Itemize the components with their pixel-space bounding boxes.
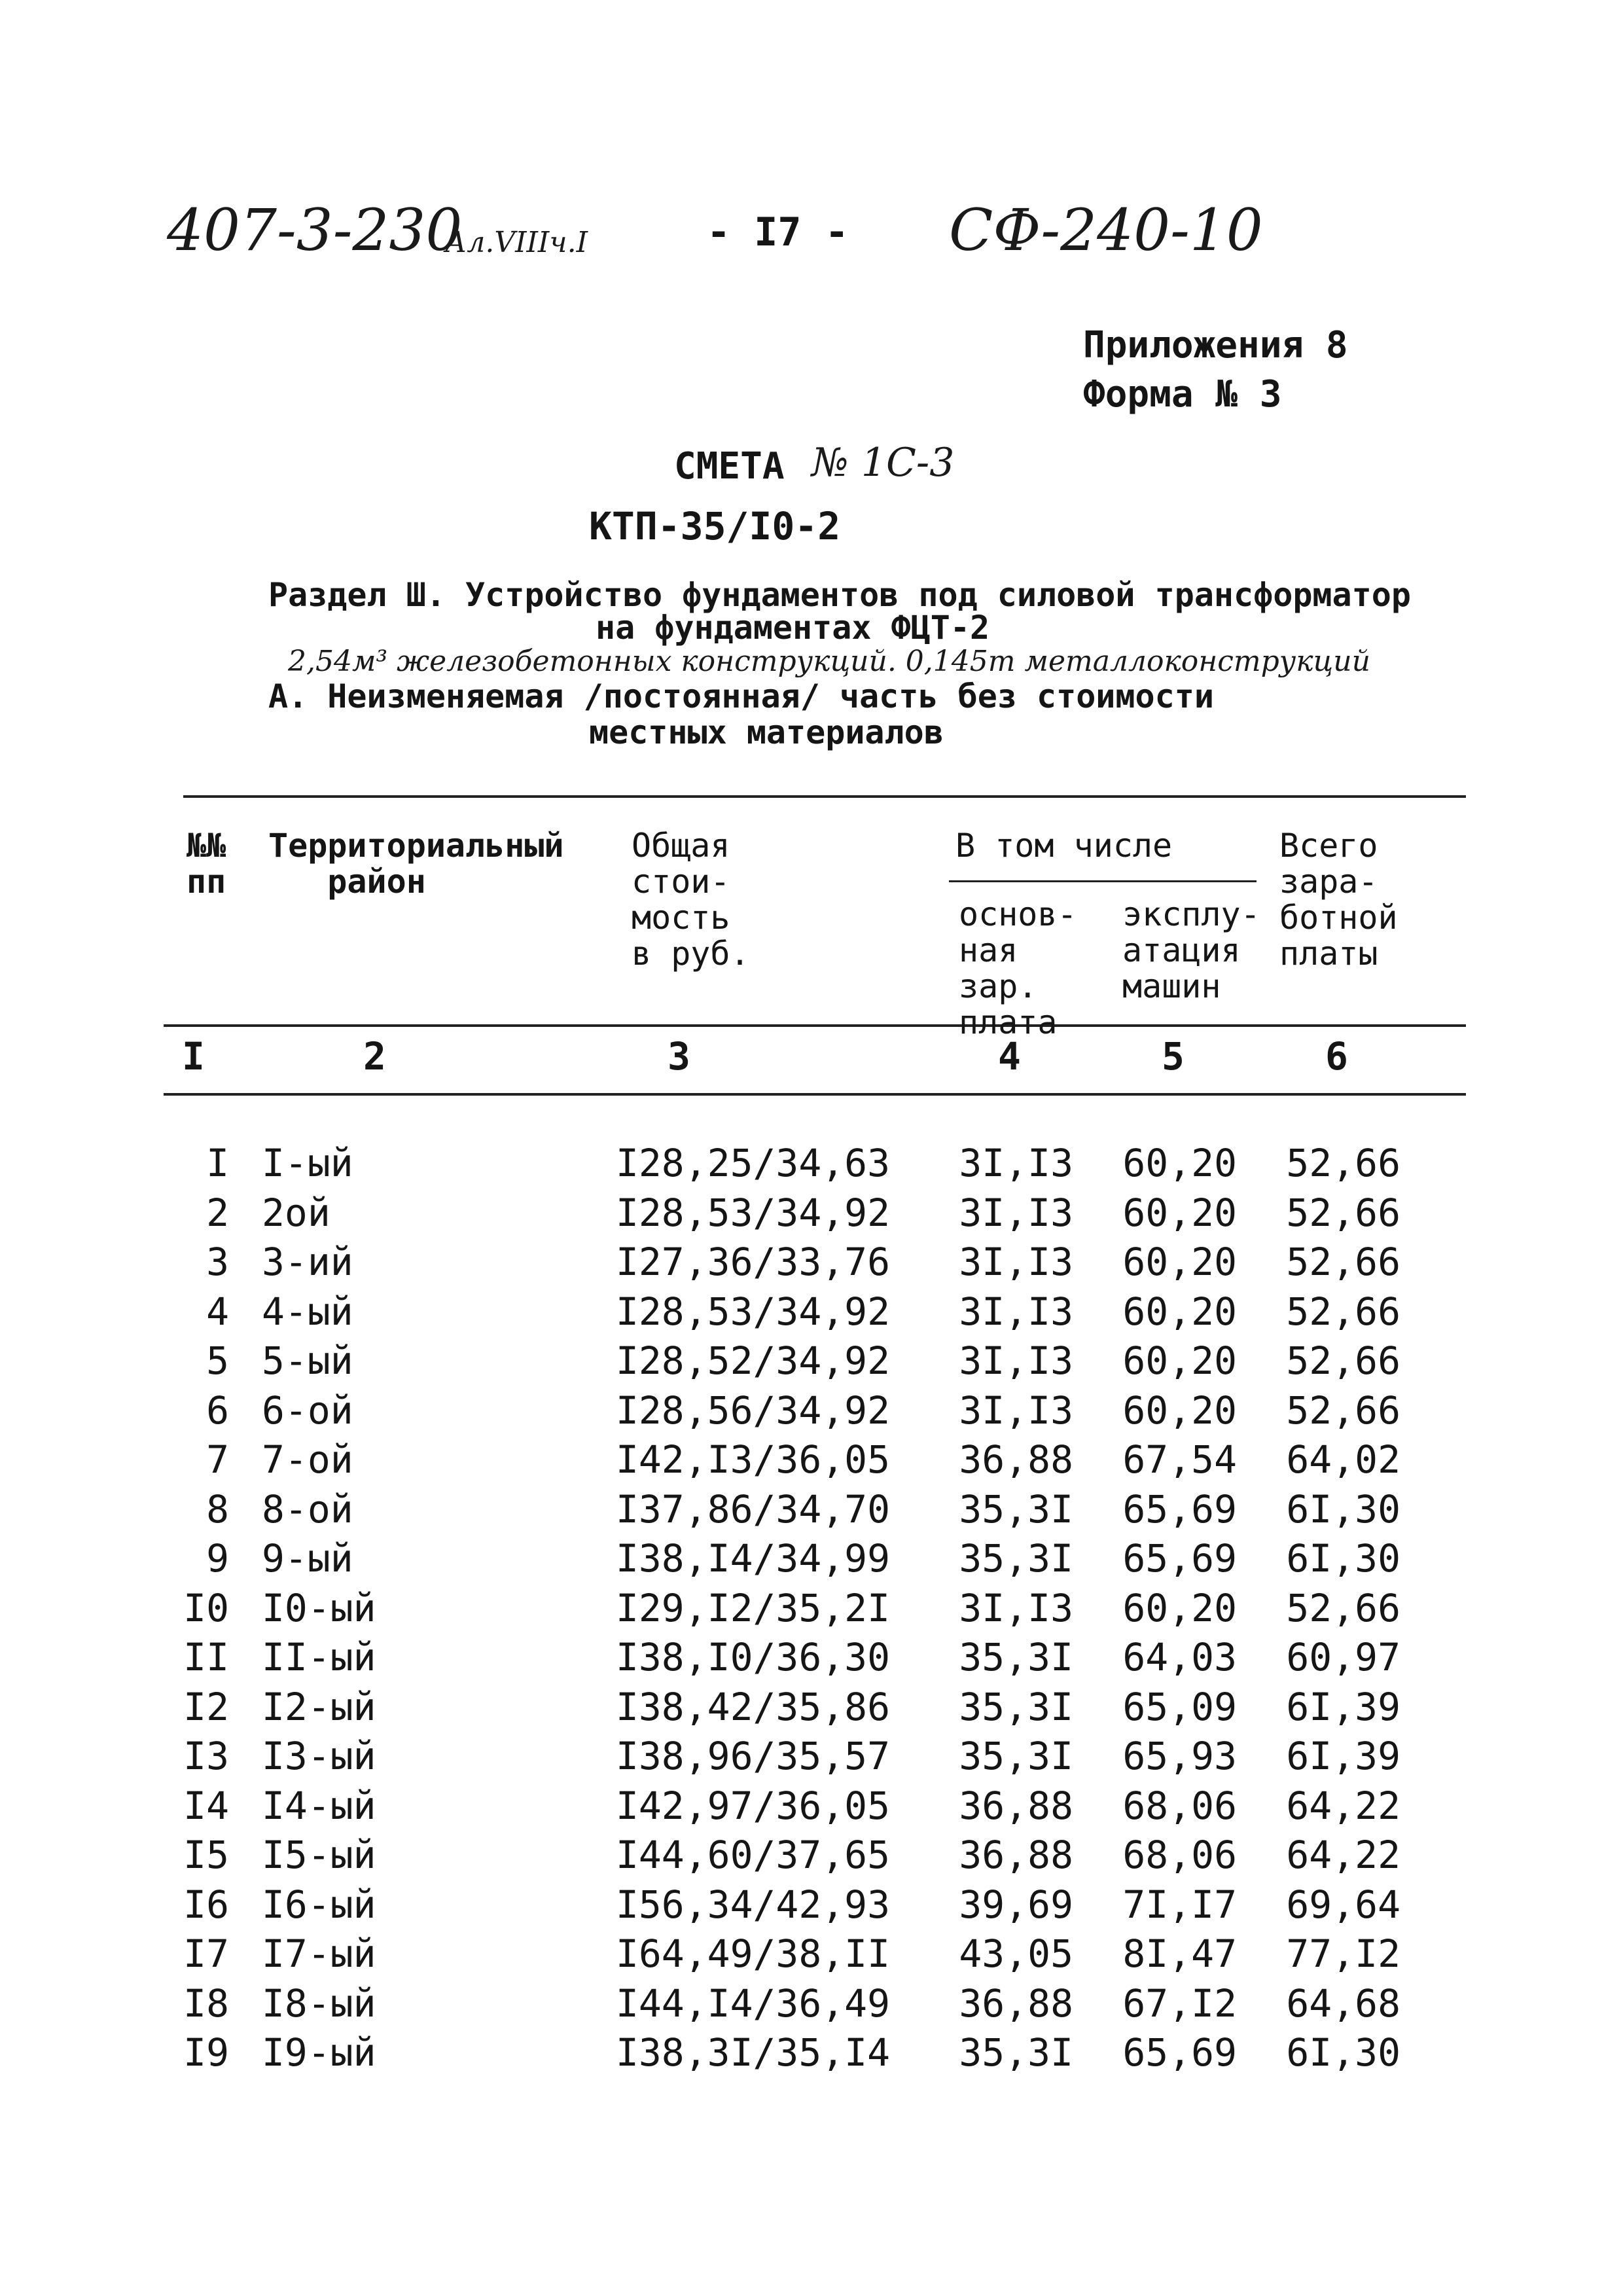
table-row	[0, 1386, 1623, 1436]
total-cost-cell: I38,I4/34,99	[615, 1536, 890, 1581]
total-cost-cell: I38,42/35,86	[615, 1684, 890, 1729]
header-district: Территориальный район	[268, 827, 564, 901]
row-number-cell: I7	[183, 1931, 229, 1976]
total-cost-cell: I27,36/33,76	[615, 1240, 890, 1284]
table-row	[0, 1189, 1623, 1238]
row-number-cell: 6	[206, 1388, 229, 1433]
machines-cell: 65,69	[1122, 1486, 1237, 1532]
row-number-cell: I5	[183, 1833, 229, 1877]
district-cell: 4-ый	[262, 1289, 353, 1334]
total-salary-cell: 52,66	[1286, 1240, 1400, 1284]
row-number-cell: 2	[206, 1190, 229, 1235]
row-number-cell: I3	[183, 1734, 229, 1778]
row-number-cell: 9	[206, 1536, 229, 1581]
total-salary-cell: 52,66	[1286, 1585, 1400, 1630]
machines-cell: 68,06	[1122, 1783, 1237, 1828]
base-salary-cell: 36,88	[959, 1783, 1073, 1828]
base-salary-cell: 35,3I	[959, 1684, 1073, 1729]
header-total-cost: Общая стои- мость в руб.	[632, 827, 750, 973]
header-bottom-rule	[164, 1024, 1466, 1027]
total-cost-cell: I38,I0/36,30	[615, 1635, 890, 1679]
district-cell: I4-ый	[262, 1783, 376, 1828]
table-row	[0, 1238, 1623, 1287]
base-salary-cell: 36,88	[959, 1981, 1073, 2026]
column-number-1: I	[182, 1034, 205, 1079]
machines-cell: 64,03	[1122, 1635, 1237, 1679]
base-salary-cell: 35,3I	[959, 1635, 1073, 1679]
table-row	[0, 1633, 1623, 1683]
column-number-4: 4	[998, 1034, 1021, 1079]
header-row-number: №№ пп	[187, 827, 226, 901]
district-cell: 9-ый	[262, 1536, 353, 1581]
table-row	[0, 1435, 1623, 1485]
machines-cell: 67,54	[1122, 1437, 1237, 1482]
district-cell: 7-ой	[262, 1437, 353, 1482]
machines-cell: 65,93	[1122, 1734, 1237, 1778]
machines-cell: 68,06	[1122, 1833, 1237, 1877]
total-salary-cell: 52,66	[1286, 1388, 1400, 1433]
machines-cell: 60,20	[1122, 1240, 1237, 1284]
row-number-cell: I	[206, 1141, 229, 1185]
total-cost-cell: I28,53/34,92	[615, 1289, 890, 1334]
total-cost-cell: I29,I2/35,2I	[615, 1585, 890, 1630]
district-cell: I7-ый	[262, 1931, 376, 1976]
total-salary-cell: 52,66	[1286, 1190, 1400, 1235]
total-salary-cell: 52,66	[1286, 1289, 1400, 1334]
table-row	[0, 1683, 1623, 1732]
row-number-cell: I6	[183, 1882, 229, 1927]
district-cell: I3-ый	[262, 1734, 376, 1778]
table-row	[0, 2028, 1623, 2078]
album-reference: Ал.VIIIч.I	[445, 226, 588, 259]
total-salary-cell: 52,66	[1286, 1338, 1400, 1383]
total-cost-cell: I42,97/36,05	[615, 1783, 890, 1828]
total-cost-cell: I44,I4/36,49	[615, 1981, 890, 2026]
base-salary-cell: 36,88	[959, 1437, 1073, 1482]
table-row	[0, 1287, 1623, 1337]
district-cell: 8-ой	[262, 1486, 353, 1532]
total-salary-cell: 6I,30	[1286, 2030, 1400, 2075]
header-total-salary: Всего зара- ботной платы	[1279, 827, 1398, 973]
handwritten-note: 2,54м³ железобетонных конструкций. 0,145т металлоконструкций	[288, 645, 1370, 678]
total-salary-cell: 77,I2	[1286, 1931, 1400, 1976]
base-salary-cell: 3I,I3	[959, 1190, 1073, 1235]
machines-cell: 60,20	[1122, 1190, 1237, 1235]
machines-cell: 65,69	[1122, 1536, 1237, 1581]
document-code: 407-3-230	[167, 196, 463, 264]
row-number-cell: 3	[206, 1240, 229, 1284]
district-cell: I2-ый	[262, 1684, 376, 1729]
table-row	[0, 1336, 1623, 1386]
base-salary-cell: 43,05	[959, 1931, 1073, 1976]
part-title-line1: А. Неизменяемая /постоянная/ часть без стоимости	[268, 677, 1214, 715]
base-salary-cell: 36,88	[959, 1833, 1073, 1877]
machines-cell: 60,20	[1122, 1585, 1237, 1630]
total-cost-cell: I44,60/37,65	[615, 1833, 890, 1877]
table-row	[0, 1929, 1623, 1979]
table-row	[0, 1732, 1623, 1782]
district-cell: 2ой	[262, 1190, 330, 1235]
base-salary-cell: 39,69	[959, 1882, 1073, 1927]
object-title: КТП-35/I0-2	[589, 504, 841, 548]
base-salary-cell: 3I,I3	[959, 1240, 1073, 1284]
row-number-cell: I9	[183, 2030, 229, 2075]
district-cell: I8-ый	[262, 1981, 376, 2026]
total-cost-cell: I42,I3/36,05	[615, 1437, 890, 1482]
district-cell: I9-ый	[262, 2030, 376, 2075]
total-cost-cell: I28,25/34,63	[615, 1141, 890, 1185]
column-number-2: 2	[363, 1034, 386, 1079]
table-row	[0, 1139, 1623, 1189]
machines-cell: 8I,47	[1122, 1931, 1237, 1976]
sheet-code: СФ-240-10	[949, 196, 1263, 264]
total-salary-cell: 64,22	[1286, 1783, 1400, 1828]
row-number-cell: 4	[206, 1289, 229, 1334]
base-salary-cell: 3I,I3	[959, 1289, 1073, 1334]
part-title-line2: местных материалов	[589, 713, 944, 751]
row-number-cell: II	[183, 1635, 229, 1679]
header-base-salary: основ- ная зар. плата	[959, 895, 1077, 1041]
district-cell: I-ый	[262, 1141, 353, 1185]
table-row	[0, 1485, 1623, 1535]
section-title-line1: Раздел Ш. Устройство фундаментов под силовой трансформатор	[268, 576, 1411, 614]
district-cell: 6-ой	[262, 1388, 353, 1433]
smeta-number: № 1С-3	[812, 440, 955, 486]
total-cost-cell: I56,34/42,93	[615, 1882, 890, 1927]
total-cost-cell: I38,96/35,57	[615, 1734, 890, 1778]
row-number-cell: 8	[206, 1486, 229, 1532]
district-cell: I6-ый	[262, 1882, 376, 1927]
table-row	[0, 1831, 1623, 1880]
table-row	[0, 1880, 1623, 1930]
district-cell: I5-ый	[262, 1833, 376, 1877]
machines-cell: 67,I2	[1122, 1981, 1237, 2026]
machines-cell: 7I,I7	[1122, 1882, 1237, 1927]
page-number: - I7 -	[707, 209, 849, 255]
total-salary-cell: 60,97	[1286, 1635, 1400, 1679]
table-row	[0, 1782, 1623, 1831]
district-cell: II-ый	[262, 1635, 376, 1679]
group-underline	[949, 880, 1257, 882]
base-salary-cell: 3I,I3	[959, 1585, 1073, 1630]
machines-cell: 65,09	[1122, 1684, 1237, 1729]
table-row	[0, 1584, 1623, 1634]
table-top-rule	[183, 795, 1466, 798]
total-cost-cell: I28,56/34,92	[615, 1388, 890, 1433]
total-salary-cell: 6I,30	[1286, 1536, 1400, 1581]
row-number-cell: I0	[183, 1585, 229, 1630]
column-numbers-rule	[164, 1093, 1466, 1096]
total-cost-cell: I28,53/34,92	[615, 1190, 890, 1235]
table-row	[0, 1534, 1623, 1584]
machines-cell: 60,20	[1122, 1289, 1237, 1334]
district-cell: 3-ий	[262, 1240, 353, 1284]
row-number-cell: 5	[206, 1338, 229, 1383]
column-number-3: 3	[668, 1034, 690, 1079]
total-cost-cell: I28,52/34,92	[615, 1338, 890, 1383]
machines-cell: 65,69	[1122, 2030, 1237, 2075]
row-number-cell: I8	[183, 1981, 229, 2026]
base-salary-cell: 3I,I3	[959, 1141, 1073, 1185]
total-salary-cell: 6I,30	[1286, 1486, 1400, 1532]
machines-cell: 60,20	[1122, 1388, 1237, 1433]
row-number-cell: I2	[183, 1684, 229, 1729]
section-title-line2: на фундаментах ФЦТ-2	[596, 609, 990, 647]
district-cell: 5-ый	[262, 1338, 353, 1383]
smeta-label: СМЕТА	[674, 445, 785, 488]
base-salary-cell: 35,3I	[959, 1734, 1073, 1778]
form-label: Форма № 3	[1083, 373, 1282, 416]
base-salary-cell: 35,3I	[959, 1486, 1073, 1532]
base-salary-cell: 35,3I	[959, 1536, 1073, 1581]
total-salary-cell: 64,02	[1286, 1437, 1400, 1482]
district-cell: I0-ый	[262, 1585, 376, 1630]
base-salary-cell: 3I,I3	[959, 1388, 1073, 1433]
column-number-6: 6	[1325, 1034, 1348, 1079]
base-salary-cell: 3I,I3	[959, 1338, 1073, 1383]
total-cost-cell: I37,86/34,70	[615, 1486, 890, 1532]
header-machines: эксплу- атация машин	[1122, 895, 1260, 1005]
base-salary-cell: 35,3I	[959, 2030, 1073, 2075]
table-row	[0, 1979, 1623, 2029]
total-cost-cell: I38,3I/35,I4	[615, 2030, 890, 2075]
total-salary-cell: 6I,39	[1286, 1684, 1400, 1729]
header-group-including: В том числе	[955, 827, 1173, 865]
column-number-5: 5	[1162, 1034, 1185, 1079]
machines-cell: 60,20	[1122, 1338, 1237, 1383]
total-salary-cell: 6I,39	[1286, 1734, 1400, 1778]
total-salary-cell: 64,22	[1286, 1833, 1400, 1877]
machines-cell: 60,20	[1122, 1141, 1237, 1185]
table-body	[0, 1139, 1623, 2078]
row-number-cell: I4	[183, 1783, 229, 1828]
row-number-cell: 7	[206, 1437, 229, 1482]
total-salary-cell: 64,68	[1286, 1981, 1400, 2026]
appendix-label: Приложения 8	[1083, 324, 1348, 367]
total-salary-cell: 52,66	[1286, 1141, 1400, 1185]
total-cost-cell: I64,49/38,II	[615, 1931, 890, 1976]
total-salary-cell: 69,64	[1286, 1882, 1400, 1927]
